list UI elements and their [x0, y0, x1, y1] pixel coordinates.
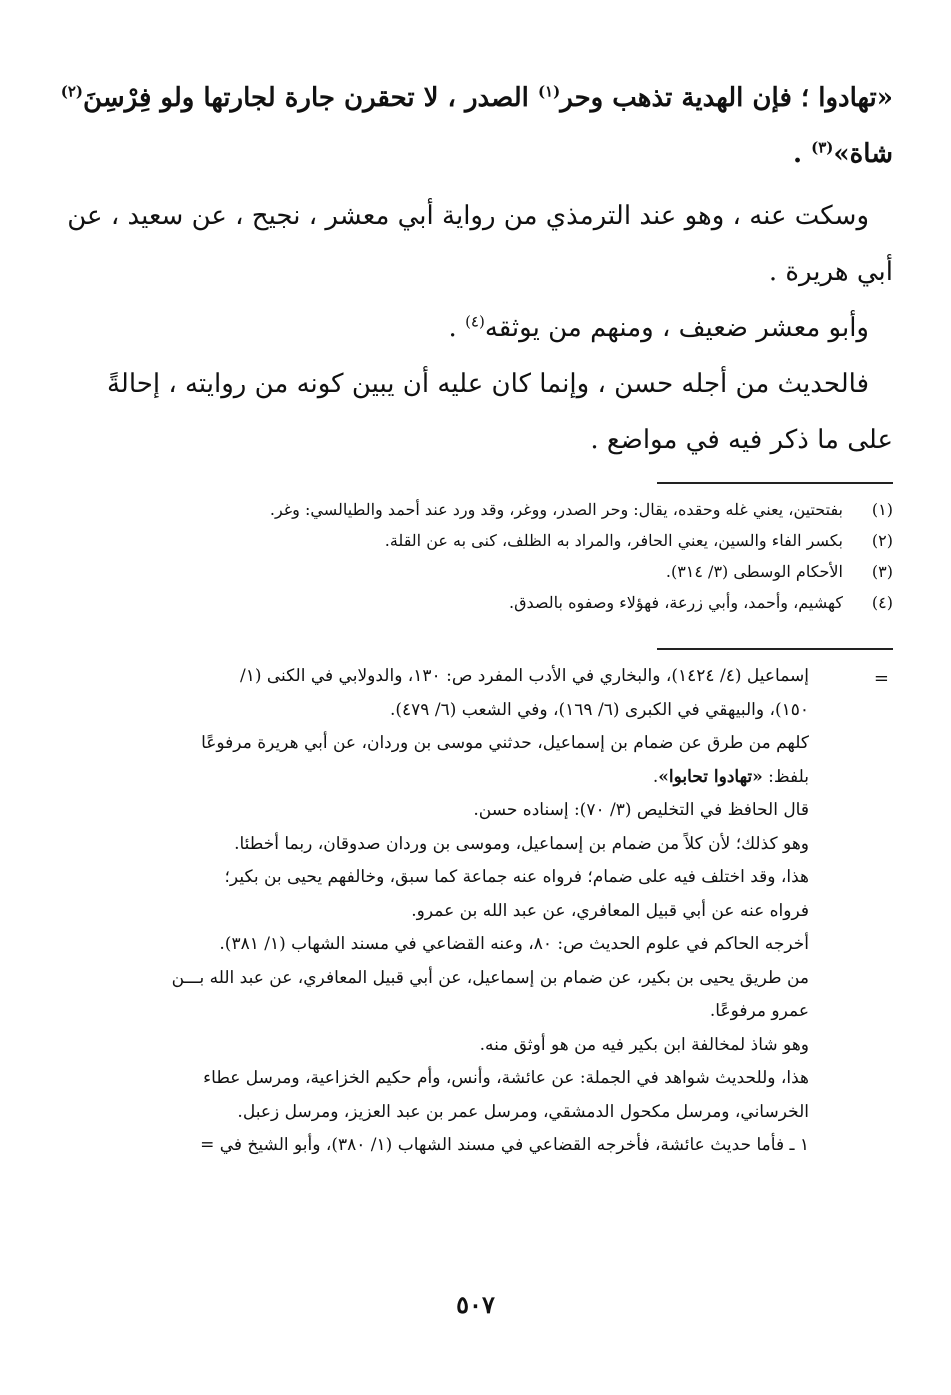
footnote-text: الأحكام الوسطى (٣/ ٣١٤).	[665, 562, 843, 581]
footnote-number: (١)	[871, 500, 893, 519]
footnote-ref-1: (١)	[537, 82, 561, 101]
bold-prefix: بلفظ:	[768, 766, 809, 787]
footnote-number: (٤)	[871, 593, 893, 612]
footnote-number: (٣)	[871, 562, 893, 581]
bold-hadith-phrase: «تهادوا تحابوا»	[658, 766, 763, 787]
continued-line: هذا، وقد اختلف فيه على ضمام؛ فرواه عنه جماعة كما سبق، وخالفهم يحيى بن بكير؛	[224, 867, 809, 887]
footnote-text: بكسر الفاء والسين، يعني الحافر، والمراد به الظلف، كنى به عن القلة.	[384, 531, 843, 550]
paragraph-1: وسكت عنه ، وهو عند الترمذي من رواية أبي معشر ، نجيح ، عن سعيد ، عن أبي هريرة .	[67, 201, 893, 287]
footnote-text: بفتحتين، يعني غله وحقده، يقال: وحر الصدر، ووغر، وقد ورد عند أحمد والطيالسي: وغر.	[269, 500, 843, 519]
continued-line: وهو كذلك؛ لأن كلاً من ضمام بن إسماعيل، وموسى بن وردان صدوقان، ربما أخطئا.	[234, 833, 809, 854]
quote-line-2: شاة»	[833, 139, 893, 169]
paragraph-2-end: .	[448, 313, 466, 343]
continuation-mark: =	[873, 668, 889, 689]
continued-line: أخرجه الحاكم في علوم الحديث ص: ٨٠، وعنه القضاعي في مسند الشهاب (١/ ٣٨١).	[219, 934, 809, 954]
continued-line: فرواه عنه عن أبي قبيل المعافري، عن عبد الله بن عمرو.	[411, 900, 809, 921]
continued-line: كلهم من طرق عن ضمام بن إسماعيل، حدثني موسى بن وردان، عن أبي هريرة مرفوعًا	[201, 733, 809, 753]
continued-line: ١٥٠)، والبيهقي في الكبرى (٦/ ١٦٩)، وفي الشعب (٦/ ٤٧٩).	[389, 699, 809, 720]
footnote-ref-2: (٢)	[60, 82, 84, 101]
footnote-ref-4: (٤)	[465, 312, 485, 331]
footnote-item	[53, 556, 893, 587]
continued-line: إسماعيل (٤/ ١٤٢٤)، والبخاري في الأدب المفرد ص: ١٣٠، والدولابي في الكنى (١/	[239, 666, 809, 686]
footnote-number: (٢)	[871, 531, 893, 550]
footnotes-list	[53, 494, 893, 618]
page-number: ٥٠٧	[456, 1290, 495, 1319]
footnote-text: كهشيم، وأحمد، وأبي زرعة، فهؤلاء وصفوه بالصدق.	[509, 593, 843, 612]
paragraph-2	[53, 300, 893, 356]
continued-line: الخرساني، ومرسل مكحول الدمشقي، ومرسل عمر بن عبد العزيز، ومرسل زعبل.	[237, 1101, 809, 1122]
paragraph-3: فالحديث من أجله حسن ، وإنما كان عليه أن يبين كونه من روايته ، إحالةً على ما ذكر فيه في مواضع .	[106, 369, 893, 455]
footnote-item	[53, 494, 893, 525]
quote-line-1: «تهادوا ؛ فإن الهدية تذهب وحر	[560, 83, 893, 113]
main-text	[53, 70, 893, 468]
footnote-item	[53, 587, 893, 618]
footnote-ref-3: (٣)	[811, 138, 834, 157]
continued-line: من طريق يحيى بن بكير، عن ضمام بن إسماعيل، عن أبي قبيل المعافري، عن عبد الله بـــن	[171, 967, 809, 988]
hadith-quote	[53, 70, 893, 182]
continued-line: وهو شاذ لمخالفة ابن بكير فيه من هو أوثق منه.	[479, 1034, 809, 1055]
footnote-separator	[657, 482, 893, 484]
footnote-item	[53, 525, 893, 556]
bold-suffix: .	[652, 766, 659, 787]
continued-line-with-bold	[59, 761, 809, 795]
quote-line-2b: .	[793, 139, 812, 169]
continuation-separator	[657, 648, 893, 650]
continued-line: هذا، وللحديث شواهد في الجملة: عن عائشة، وأنس، وأم حكيم الخزاعية، ومرسل عطاء	[203, 1068, 809, 1088]
continued-line: قال الحافظ في التخليص (٣/ ٧٠): إسناده حسن.	[473, 800, 809, 820]
paragraph-2-text: وأبو معشر ضعيف ، ومنهم من يوثقه	[484, 313, 869, 343]
continued-line: عمرو مرفوعًا.	[709, 1001, 809, 1021]
quote-line-1b: الصدر ، لا تحقرن جارة لجارتها ولو فِرْسِنَ	[83, 83, 538, 113]
continued-line: ١ ـ فأما حديث عائشة، فأخرجه القضاعي في مسند الشهاب (١/ ٣٨٠)، وأبو الشيخ في =	[200, 1135, 809, 1155]
continued-footnote	[59, 660, 809, 1163]
